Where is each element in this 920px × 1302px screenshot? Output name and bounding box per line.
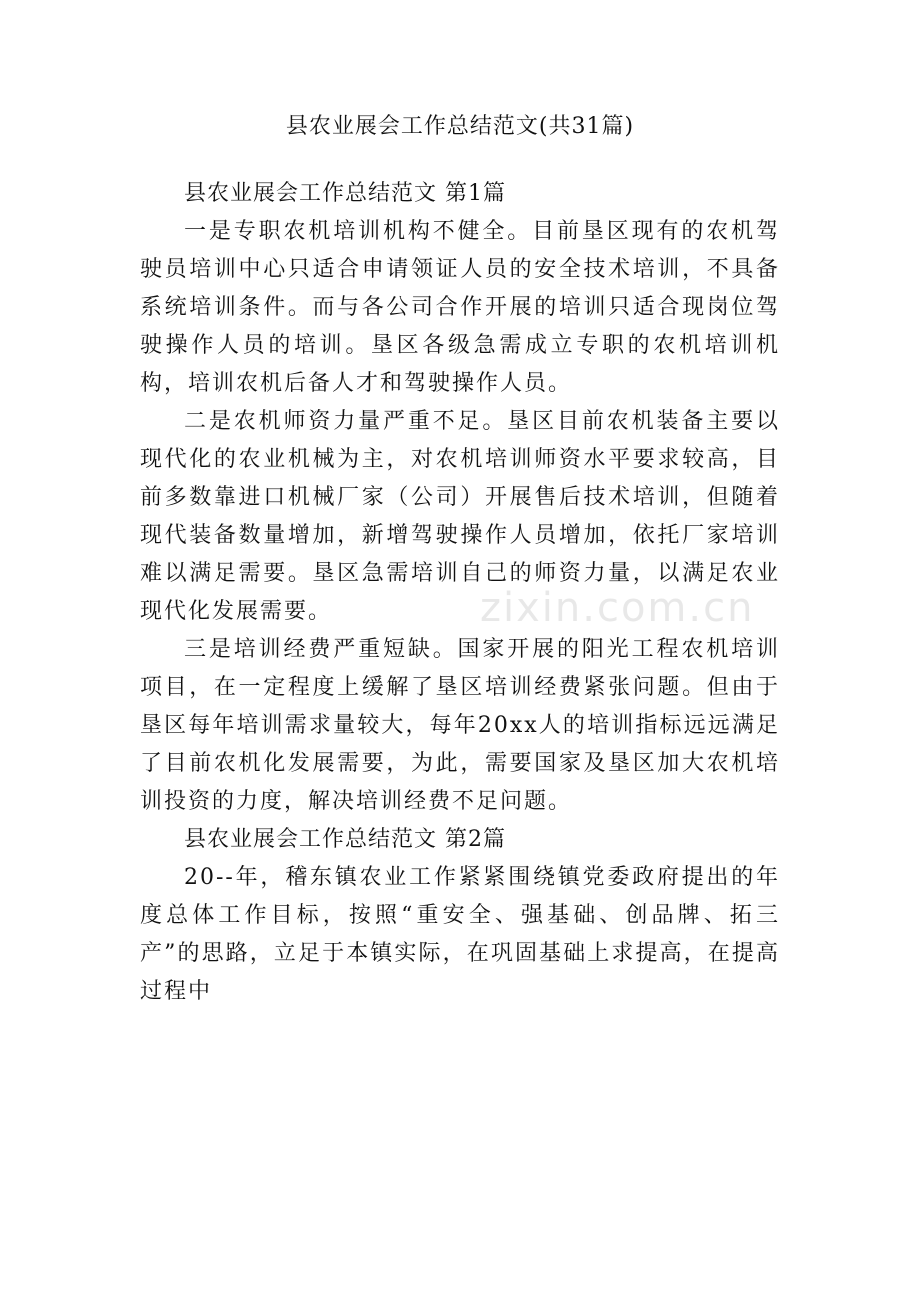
- section-heading: 县农业展会工作总结范文 第1篇: [184, 181, 506, 206]
- paragraph: 二是农机师资力量严重不足。垦区目前农机装备主要以现代化的农业机械为主，对农机培训师资水平要求较高，目前多数靠进口机械厂家（公司）开展售后技术培训，但随着现代装备数量增加，新增驾驶操作人员增加，依托厂家培训难以满足需要。垦区急需培训自己的师资力量，以满足农业现代化发展需要。: [140, 409, 780, 624]
- document-body: [140, 175, 780, 1011]
- watermark-text: zixin.com.cn: [480, 585, 755, 631]
- document-title: 县农业展会工作总结范文(共31篇): [285, 114, 635, 139]
- paragraph: 三是培训经费严重短缺。国家开展的阳光工程农机培训项目，在一定程度上缓解了垦区培训经费紧张问题。但由于垦区每年培训需求量较大，每年20xx人的培训指标远远满足了目前农机化发展需要，为此，需要国家及垦区加大农机培训投资的力度，解决培训经费不足问题。: [140, 637, 780, 814]
- paragraph: 20--年，稽东镇农业工作紧紧围绕镇党委政府提出的年度总体工作目标，按照“重安全、强基础、创品牌、拓三产”的思路，立足于本镇实际，在巩固基础上求提高，在提高过程中: [140, 865, 780, 1004]
- section-heading: 县农业展会工作总结范文 第2篇: [184, 827, 506, 852]
- paragraph: 一是专职农机培训机构不健全。目前垦区现有的农机驾驶员培训中心只适合申请领证人员的安全技术培训，不具备系统培训条件。而与各公司合作开展的培训只适合现岗位驾驶操作人员的培训。垦区各级急需成立专职的农机培训机构，培训农机后备人才和驾驶操作人员。: [140, 219, 780, 396]
